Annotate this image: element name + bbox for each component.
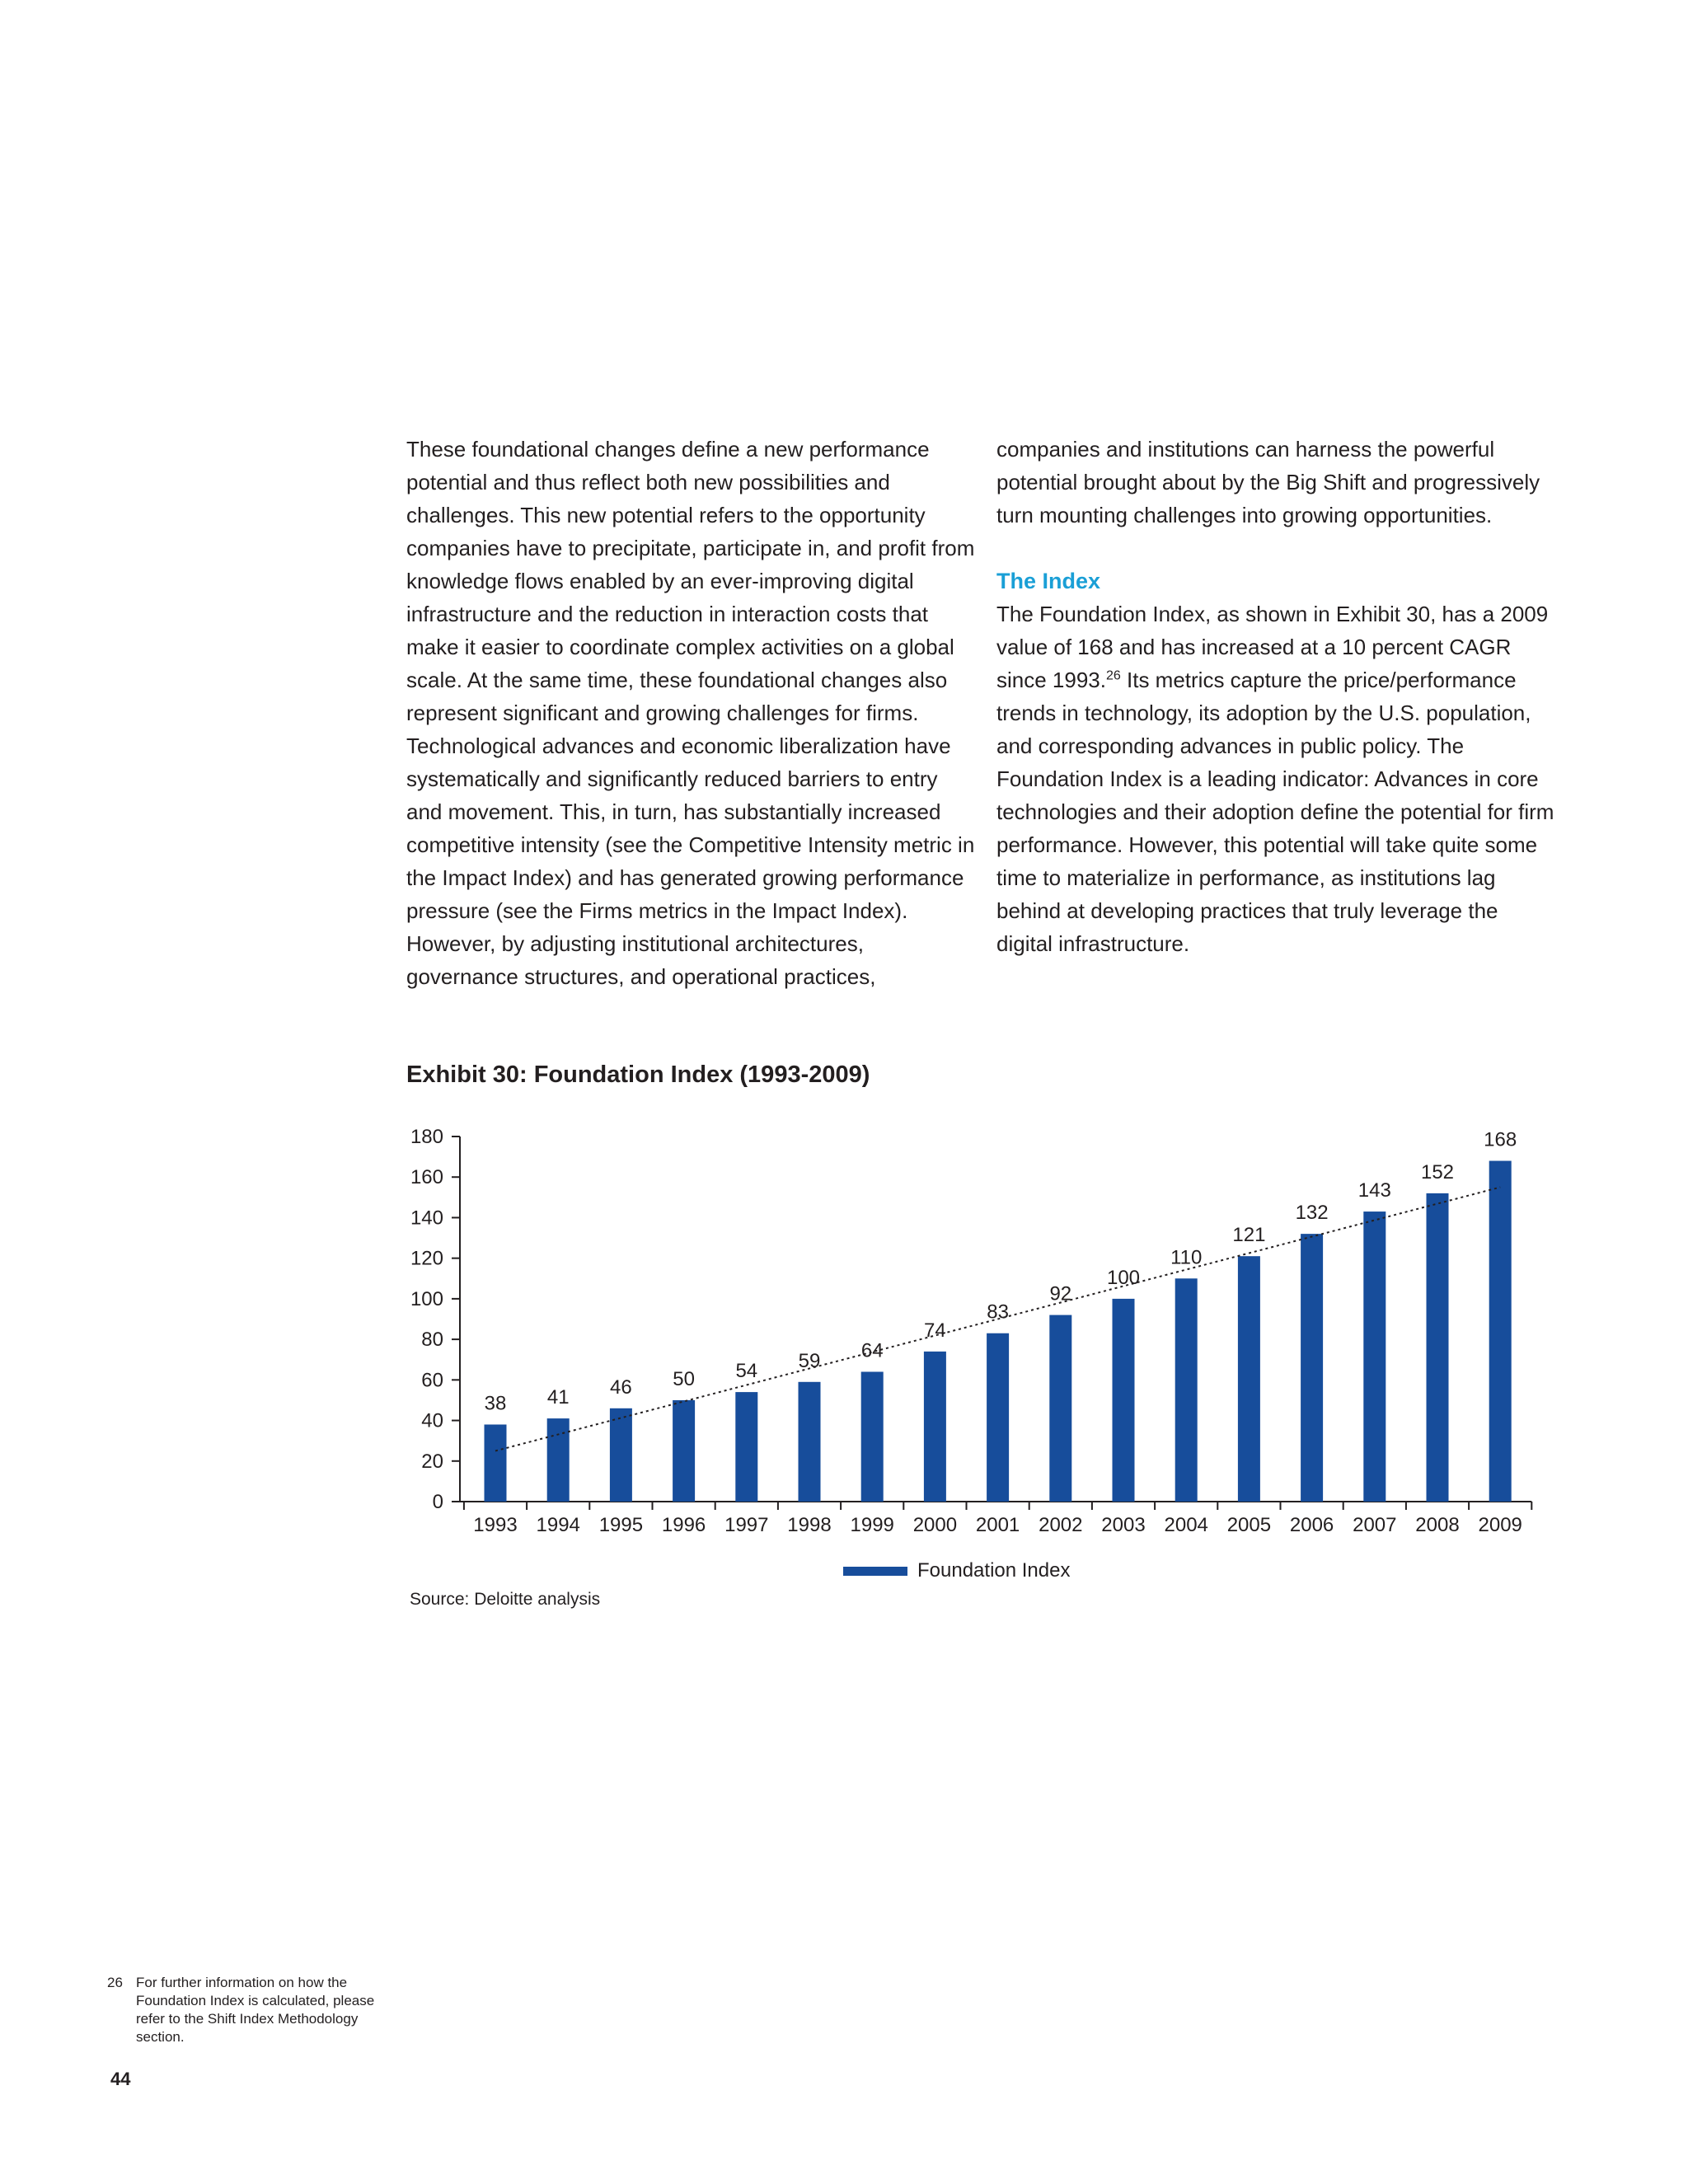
data-label: 38 bbox=[484, 1392, 507, 1415]
data-label: 41 bbox=[546, 1386, 570, 1409]
y-tick-label: 80 bbox=[421, 1329, 443, 1352]
data-label: 143 bbox=[1357, 1179, 1391, 1202]
bar bbox=[1238, 1256, 1260, 1502]
bar bbox=[485, 1424, 507, 1502]
data-label: 168 bbox=[1484, 1128, 1517, 1151]
x-tick-label: 1995 bbox=[598, 1514, 644, 1536]
x-tick-label: 2005 bbox=[1226, 1514, 1272, 1536]
data-label: 110 bbox=[1170, 1246, 1203, 1269]
y-tick-label: 20 bbox=[421, 1450, 443, 1473]
data-label: 50 bbox=[673, 1367, 695, 1390]
x-tick-label: 2008 bbox=[1415, 1514, 1460, 1536]
bar bbox=[924, 1352, 946, 1502]
bar bbox=[799, 1382, 821, 1502]
data-label: 100 bbox=[1106, 1266, 1141, 1289]
index-paragraph-part2: Its metrics capture the price/performance trends in technology, its adoption by the U.S. population, and corresponding advances in public policy. The Foundation Index is a leading indicator: Advances in core technologies and their adoption define the potential for firm performance. However, this potential will take quite some time to materialize in performance, as institutions lag behind at developing practices that truly leverage the digital infrastructure. bbox=[996, 668, 1554, 956]
data-label: 59 bbox=[798, 1349, 821, 1372]
bar bbox=[1363, 1212, 1386, 1502]
x-tick-label: 2006 bbox=[1289, 1514, 1334, 1536]
exhibit-title: Exhibit 30: Foundation Index (1993-2009) bbox=[406, 1062, 870, 1088]
x-tick-label: 1994 bbox=[536, 1514, 580, 1536]
x-tick-label: 1996 bbox=[661, 1514, 706, 1536]
index-paragraph-part1: The Foundation Index, as shown in Exhibit 30, has a 2009 value of 168 and has increased at a 10 percent CAGR since 1993. bbox=[996, 602, 1549, 692]
bar bbox=[735, 1392, 757, 1502]
y-tick-label: 0 bbox=[432, 1491, 443, 1513]
data-label: 54 bbox=[735, 1360, 758, 1383]
data-label: 132 bbox=[1295, 1202, 1329, 1225]
y-tick-label: 160 bbox=[410, 1166, 443, 1189]
page-number: 44 bbox=[110, 2069, 131, 2089]
bar bbox=[1489, 1161, 1512, 1502]
y-tick-label: 60 bbox=[421, 1369, 443, 1392]
y-tick-label: 100 bbox=[410, 1287, 443, 1310]
footnote-text: For further information on how the Foundation Index is calculated, please refer to the Shift Index Methodology section. bbox=[136, 1975, 375, 2045]
data-label: 121 bbox=[1232, 1224, 1266, 1247]
source-note: Source: Deloitte analysis bbox=[410, 1590, 601, 1609]
x-tick-label: 2001 bbox=[975, 1514, 1020, 1536]
right-column-intro: companies and institutions can harness the powerful potential brought about by the Big Shift and progressively turn mounting challenges into growing opportunities. bbox=[996, 437, 1540, 527]
bar bbox=[861, 1371, 884, 1502]
data-label: 74 bbox=[924, 1319, 946, 1342]
bar bbox=[1049, 1315, 1071, 1502]
x-tick-label: 2002 bbox=[1039, 1514, 1083, 1536]
x-tick-label: 2009 bbox=[1478, 1514, 1522, 1536]
bar bbox=[673, 1400, 695, 1502]
x-tick-label: 2004 bbox=[1164, 1514, 1208, 1536]
footnote-reference: 26 bbox=[1105, 668, 1121, 683]
footnote-number: 26 bbox=[107, 1975, 123, 1990]
x-tick-label: 2003 bbox=[1101, 1514, 1146, 1536]
legend-swatch bbox=[843, 1567, 907, 1576]
bar bbox=[1175, 1278, 1198, 1502]
legend-label: Foundation Index bbox=[917, 1559, 1071, 1582]
bar bbox=[1301, 1234, 1323, 1502]
data-label: 152 bbox=[1420, 1160, 1455, 1183]
data-label: 64 bbox=[860, 1339, 884, 1362]
y-tick-label: 180 bbox=[410, 1126, 443, 1148]
y-tick-label: 140 bbox=[410, 1207, 443, 1230]
x-tick-label: 2007 bbox=[1353, 1514, 1397, 1536]
bar bbox=[1427, 1193, 1449, 1502]
bar bbox=[987, 1333, 1009, 1502]
left-column-text: These foundational changes define a new performance potential and thus reflect both new possibilities and challenges. This new potential refers to the opportunity companies have to precipitate, participate in, and profit from knowledge flows enabled by an ever-improving digital infrastructure and the reduction in interaction costs that make it easier to coordinate complex activities on a global scale. At the same time, these foundational changes also represent significant and growing challenges for firms. Technological advances and economic liberalization have systematically and significantly reduced barriers to entry and movement. This, in turn, has substantially increased competitive intensity (see the Competitive Intensity metric in the Impact Index) and has generated growing performance pressure (see the Firms metrics in the Impact Index). However, by adjusting institutional architectures, governance structures, and operational practices, bbox=[406, 437, 975, 989]
data-label: 92 bbox=[1049, 1282, 1072, 1305]
x-tick-label: 2000 bbox=[912, 1514, 958, 1536]
x-tick-label: 1997 bbox=[724, 1514, 769, 1536]
bar bbox=[547, 1418, 570, 1502]
data-label: 46 bbox=[610, 1376, 632, 1399]
x-tick-label: 1999 bbox=[850, 1514, 894, 1536]
bar bbox=[610, 1408, 632, 1502]
y-tick-label: 40 bbox=[421, 1409, 443, 1432]
bar bbox=[1113, 1299, 1135, 1502]
section-heading: The Index bbox=[996, 569, 1101, 593]
x-tick-label: 1993 bbox=[473, 1514, 518, 1536]
x-tick-label: 1998 bbox=[787, 1514, 832, 1536]
y-tick-label: 120 bbox=[410, 1247, 443, 1270]
data-label: 83 bbox=[987, 1301, 1009, 1324]
